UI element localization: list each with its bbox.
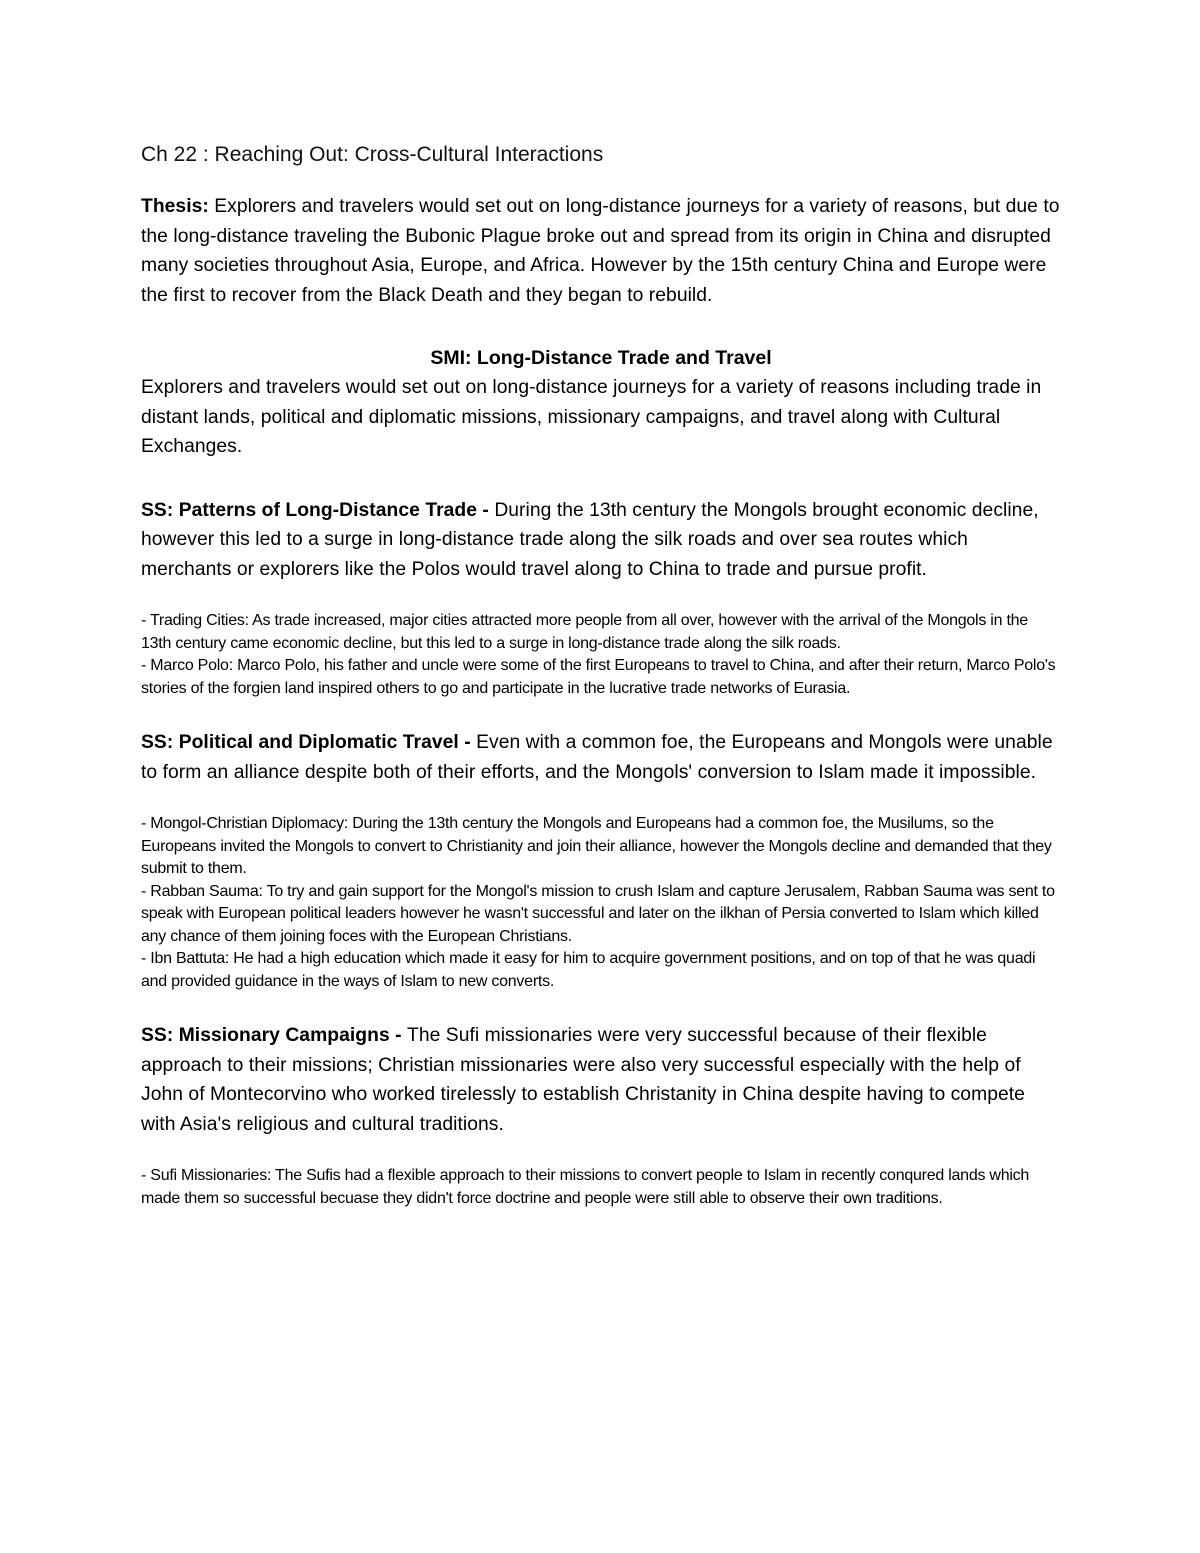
- section-trade-notes: [141, 610, 1061, 700]
- section-trade-heading: SS: Patterns of Long-Distance Trade -: [141, 499, 495, 521]
- note-rabban-sauma: - Rabban Sauma: To try and gain support for the Mongol's mission to crush Islam and capture Jerusalem, Rabban Sauma was sent to speak with European political leaders however he wasn't successful and later on the ilkhan of Persia converted to Islam which killed any chance of them joining foces with the European Christians.: [141, 882, 1055, 945]
- note-trading-cities: - Trading Cities: As trade increased, major cities attracted more people from all over, however with the arrival of the Mongols in the 13th century came economic decline, but this led to a surge in long-distance trade along the silk roads.: [141, 612, 1028, 652]
- note-ibn-battuta: - Ibn Battuta: He had a high education which made it easy for him to acquire government positions, and on top of that he was quadi and provided guidance in the ways of Islam to new converts.: [141, 950, 1036, 990]
- section-missionary-notes: [141, 1165, 1061, 1210]
- document-page: [141, 140, 1061, 1238]
- smi-paragraph: Explorers and travelers would set out on long-distance journeys for a variety of reasons including trade in distant lands, political and diplomatic missions, missionary campaigns, and travel along with Cultural Exchanges.: [141, 377, 1042, 457]
- thesis-text: Explorers and travelers would set out on long-distance journeys for a variety of reasons, but due to the long-distance traveling the Bubonic Plague broke out and spread from its origin in China and disrupted many societies throughout Asia, Europe, and Africa. However by the 15th century China and Europe were the first to recover from the Black Death and they began to rebuild.: [141, 196, 1060, 306]
- section-diplomatic-paragraph: [141, 728, 1061, 787]
- note-sufi-missionaries: - Sufi Missionaries: The Sufis had a flexible approach to their missions to convert people to Islam in recently conqured lands which made them so successful becuase they didn't force doctrine and people were still able to observe their own traditions.: [141, 1167, 1030, 1207]
- thesis-label: Thesis:: [141, 196, 209, 217]
- section-diplomatic-notes: [141, 813, 1061, 993]
- section-trade-text: During the 13th century the Mongols brought economic decline, however this led to a surge in long-distance trade along the silk roads and over sea routes which merchants or explorers like the Polos would travel along to China to trade and pursue profit.: [141, 499, 1039, 580]
- document-title: Ch 22 : Reaching Out: Cross-Cultural Interactions: [141, 143, 604, 166]
- thesis-paragraph: [141, 192, 1061, 310]
- note-marco-polo: - Marco Polo: Marco Polo, his father and uncle were some of the first Europeans to travel to China, and after their return, Marco Polo's stories of the forgien land inspired others to go and participate in the lucrative trade networks of Eurasia.: [141, 657, 1056, 697]
- section-missionary-text: The Sufi missionaries were very successful because of their flexible approach to their missions; Christian missionaries were also very successful especially with the help of John of Montecorvino who worked tirelessly to establish Christanity in China despite having to compete with Asia's religious and cultural traditions.: [141, 1025, 1025, 1135]
- section-missionary-paragraph: [141, 1021, 1061, 1139]
- note-mongol-christian-diplomacy: - Mongol-Christian Diplomacy: During the 13th century the Mongols and Europeans had a common foe, the Musilums, so the Europeans invited the Mongols to convert to Christianity and join their alliance, however the Mongols decline and demanded that they submit to them.: [141, 815, 1052, 877]
- smi-heading: SMI: Long-Distance Trade and Travel: [430, 347, 772, 369]
- section-missionary-heading: SS: Missionary Campaigns -: [141, 1025, 407, 1046]
- section-diplomatic-heading: SS: Political and Diplomatic Travel -: [141, 732, 477, 753]
- section-trade-paragraph: [141, 496, 1061, 585]
- section-diplomatic-text: Even with a common foe, the Europeans and Mongols were unable to form an alliance despite both of their efforts, and the Mongols' conversion to Islam made it impossible.: [141, 732, 1053, 783]
